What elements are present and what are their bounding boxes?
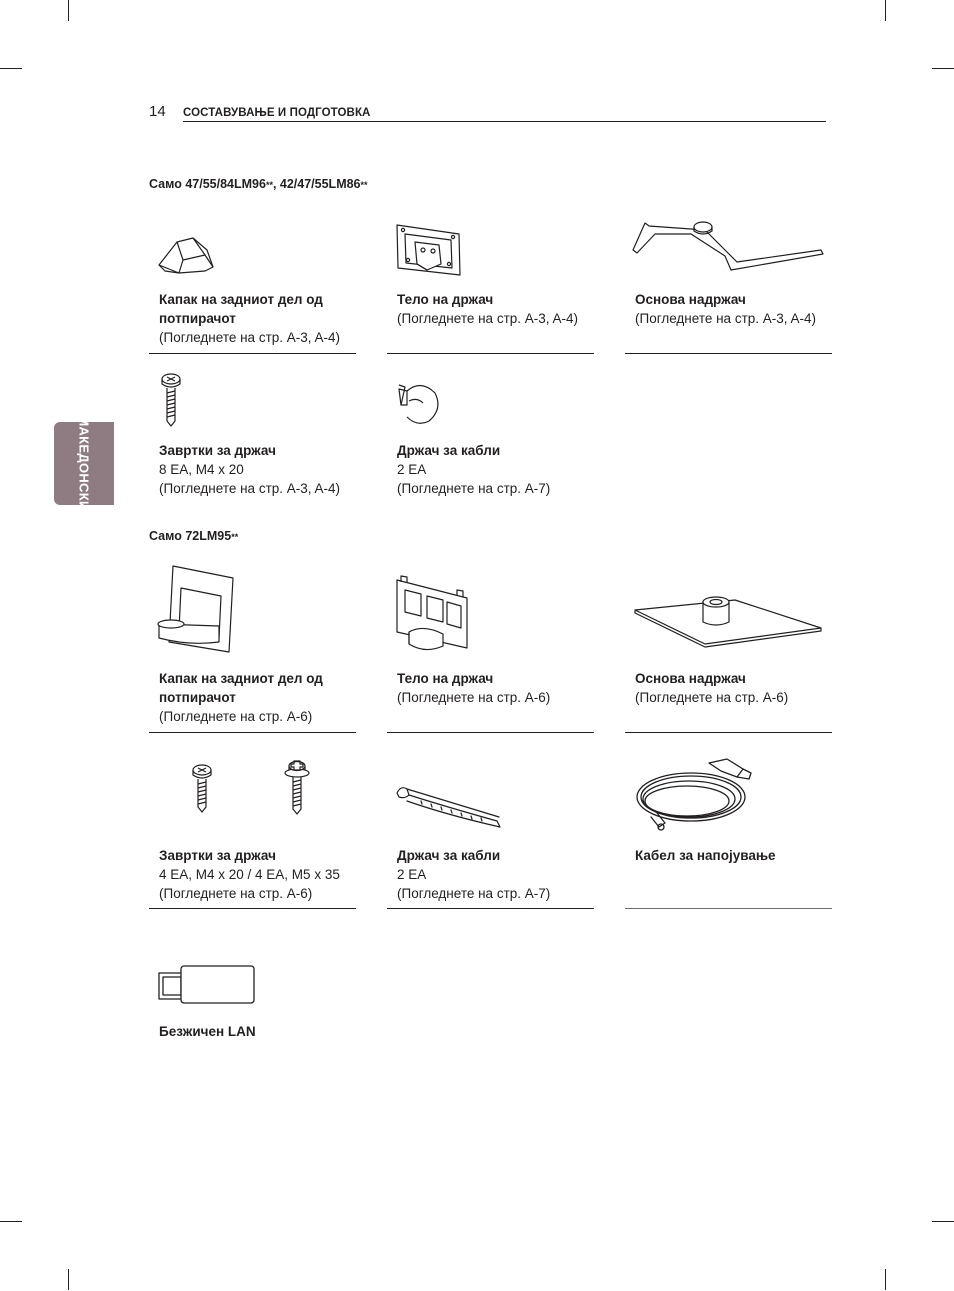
section-title-lm96-lm86 <box>149 177 368 191</box>
item-rule <box>625 732 832 733</box>
cable-clip-icon <box>387 371 594 441</box>
item-page-ref: (Погледнете на стр. A-7) <box>397 886 551 901</box>
item-s2-back-cover <box>149 562 356 733</box>
language-tab-label: МАКЕДОНСКИ <box>76 415 92 511</box>
item-s2-cable-holder <box>387 755 594 909</box>
page-number: 14 <box>149 103 166 120</box>
item-page-ref: (Погледнете на стр. A-6) <box>159 709 313 724</box>
wireless-lan-dongle-icon <box>149 960 356 1010</box>
item-page-ref: (Погледнете на стр. A-6) <box>159 886 313 901</box>
crop-mark <box>68 1269 69 1290</box>
section-title-lm95 <box>149 529 238 543</box>
item-page-ref: (Погледнете на стр. A-3, A-4) <box>159 330 341 345</box>
item-s2-stand-body <box>387 562 594 733</box>
crop-mark <box>885 0 886 21</box>
item-quantity: 4 EA, M4 x 20 / 4 EA, M5 x 35 <box>159 867 340 882</box>
item-name: Капак на задниот дел од потпирачот <box>159 671 323 705</box>
power-cord-icon <box>625 755 832 845</box>
screws-pair-icon <box>149 755 356 845</box>
stand-body-small-icon <box>387 220 594 290</box>
item-page-ref: (Погледнете на стр. A-3, A-4) <box>397 311 579 326</box>
item-s1-back-cover <box>149 220 356 354</box>
section-title-stars: ** <box>360 180 368 190</box>
stand-base-plate-icon <box>625 562 832 670</box>
screw-icon <box>149 371 356 441</box>
crop-mark <box>932 68 954 69</box>
item-name: Завртки за држач <box>159 848 276 863</box>
item-quantity: 2 EA <box>397 462 427 477</box>
crop-mark <box>885 1269 886 1290</box>
section-title-stars: ** <box>231 532 239 542</box>
item-rule <box>387 732 594 733</box>
stand-body-large-icon <box>387 562 594 670</box>
back-cover-large-icon <box>149 562 356 670</box>
crop-mark <box>0 1221 22 1222</box>
item-quantity: 2 EA <box>397 867 427 882</box>
item-page-ref: (Погледнете на стр. A-6) <box>397 690 551 705</box>
header-title: СОСТАВУВАЊЕ И ПОДГОТОВКА <box>183 107 371 119</box>
page-header <box>149 103 826 123</box>
item-rule <box>625 908 832 909</box>
item-s2-power-cable <box>625 755 832 909</box>
item-page-ref: (Погледнете на стр. A-7) <box>397 481 551 496</box>
item-name: Основа надржач <box>635 292 746 307</box>
item-s2-screws <box>149 755 356 909</box>
item-rule <box>387 908 594 909</box>
item-name: Капак на задниот дел од потпирачот <box>159 292 323 326</box>
language-tab <box>54 415 114 511</box>
item-page-ref: (Погледнете на стр. A-6) <box>635 690 789 705</box>
item-page-ref: (Погледнете на стр. A-3, A-4) <box>159 481 341 496</box>
item-rule <box>625 353 832 354</box>
item-name: Тело на држач <box>397 292 494 307</box>
item-wireless-lan <box>149 960 356 1050</box>
item-name: Држач за кабли <box>397 443 501 458</box>
item-s2-stand-base <box>625 562 832 733</box>
header-rule <box>183 121 826 122</box>
section-title-text: Само 47/55/84LM96 <box>149 177 266 191</box>
item-name: Држач за кабли <box>397 848 501 863</box>
item-rule <box>149 908 356 909</box>
item-rule <box>149 353 356 354</box>
crop-mark <box>932 1221 954 1222</box>
item-rule <box>387 353 594 354</box>
item-s1-stand-body <box>387 220 594 354</box>
item-page-ref: (Погледнете на стр. A-3, A-4) <box>635 311 817 326</box>
back-cover-small-icon <box>149 220 356 290</box>
cable-tie-icon <box>387 755 594 845</box>
item-quantity: 8 EA, M4 x 20 <box>159 462 244 477</box>
item-s1-stand-base <box>625 220 832 354</box>
item-name: Тело на држач <box>397 671 494 686</box>
item-name: Основа надржач <box>635 671 746 686</box>
item-name: Кабел за напојување <box>635 848 776 863</box>
item-s1-screws <box>149 371 356 505</box>
crop-mark <box>0 68 22 69</box>
item-name: Безжичен LAN <box>159 1024 256 1039</box>
item-name: Завртки за држач <box>159 443 276 458</box>
stand-base-v-icon <box>625 220 832 290</box>
item-s1-cable-holder <box>387 371 594 505</box>
section-title-models: , 42/47/55LM86 <box>272 177 361 191</box>
crop-mark <box>68 0 69 21</box>
section-title-text: Само 72LM95 <box>149 529 232 543</box>
section-title-stars: ** <box>265 180 273 190</box>
item-rule <box>149 732 356 733</box>
